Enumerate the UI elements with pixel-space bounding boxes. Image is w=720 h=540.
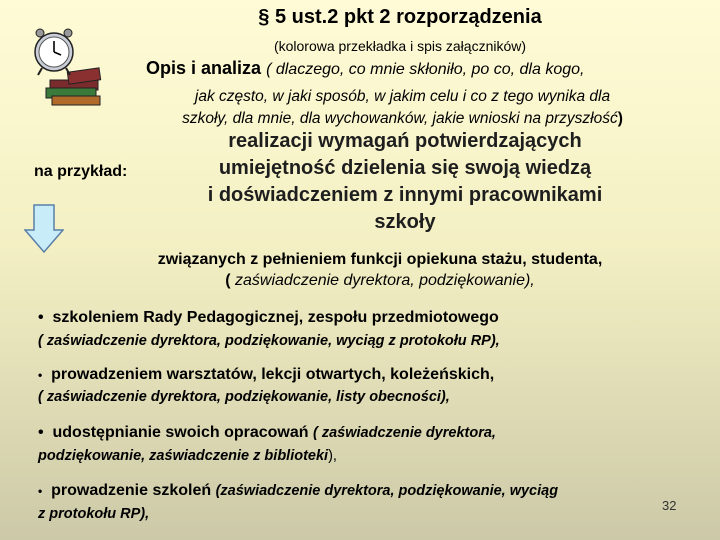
- opis-cont-line2-wrap: [140, 108, 665, 130]
- bullet-marker: •: [38, 484, 43, 498]
- opis-lead-italic: ( dlaczego, co mnie skłoniło, po co, dla kogo,: [266, 61, 585, 78]
- page-title: § 5 ust.2 pkt 2 rozporządzenia: [258, 6, 542, 28]
- bullet-sub-1: ( zaświadczenie dyrektora, podziękowanie, wyciąg z protokołu RP),: [38, 333, 500, 349]
- bullet-item-1: [38, 309, 499, 327]
- page-subtitle: (kolorowa przekładka i spis załączników): [273, 38, 527, 54]
- page-number: 32: [662, 498, 677, 513]
- realizacji-line1: realizacji wymagań potwierdzających: [228, 130, 582, 152]
- bullet-sub-2: ( zaświadczenie dyrektora, podziękowanie, listy obecności),: [38, 389, 450, 405]
- opis-continuation: [140, 86, 665, 130]
- clock-books-icon: [28, 28, 106, 113]
- zwiazanych-line2: [60, 270, 700, 291]
- bullet-item-4: [38, 482, 558, 500]
- bullet-text: udostępnianie swoich opracowań: [52, 424, 309, 441]
- bullet-text-italic: ( zaświadczenie dyrektora,: [313, 425, 496, 441]
- realizacji-block: [160, 128, 650, 236]
- zwiazanych-italic: zaświadczenie dyrektora, podziękowanie),: [230, 272, 535, 289]
- realizacji-line2: umiejętność dzielenia się swoją wiedzą: [218, 157, 592, 179]
- realizacji-line4: szkoły: [374, 211, 436, 233]
- zwiazanych-line1: związanych z pełnieniem funkcji opiekuna stażu, studenta,: [157, 251, 603, 268]
- bullet-text-italic: (zaświadczenie dyrektora, podziękowanie, wyciąg: [215, 483, 559, 499]
- opis-cont-line1: jak często, w jaki sposób, w jakim celu i co z tego wynika dla: [194, 88, 611, 105]
- bullet-sub-3-text: podziękowanie, zaświadczenie z biblioteki: [38, 448, 329, 464]
- bullet-item-3: [38, 424, 496, 442]
- bullet-text: prowadzeniem warsztatów, lekcji otwartych, koleżeńskich,: [51, 366, 495, 383]
- bullet-text: prowadzenie szkoleń: [51, 482, 212, 499]
- bullet-sub-3-end: ),: [328, 448, 337, 464]
- realizacji-line3: i doświadczeniem z innymi pracownikami: [207, 184, 603, 206]
- down-arrow-icon: [24, 204, 64, 259]
- opis-lead: Opis i analiza: [146, 58, 262, 78]
- bullet-sub-4: z protokołu RP),: [38, 506, 150, 522]
- zwiazanych-block: [60, 249, 700, 291]
- opis-heading: [146, 58, 584, 79]
- bullet-marker: •: [38, 424, 44, 441]
- opis-cont-line2: szkoły, dla mnie, dla wychowanków, jakie wnioski na przyszłość: [182, 110, 618, 127]
- na-przyklad-label: na przykład:: [34, 163, 128, 180]
- bullet-marker: •: [38, 368, 43, 382]
- bullet-item-2: [38, 366, 494, 384]
- zwiazanych-open: (: [225, 272, 231, 289]
- bullet-text: szkoleniem Rady Pedagogicznej, zespołu przedmiotowego: [52, 309, 499, 326]
- bullet-marker: •: [38, 309, 44, 326]
- opis-cont-line2-end: ): [617, 110, 623, 127]
- bullet-sub-3: [38, 448, 337, 464]
